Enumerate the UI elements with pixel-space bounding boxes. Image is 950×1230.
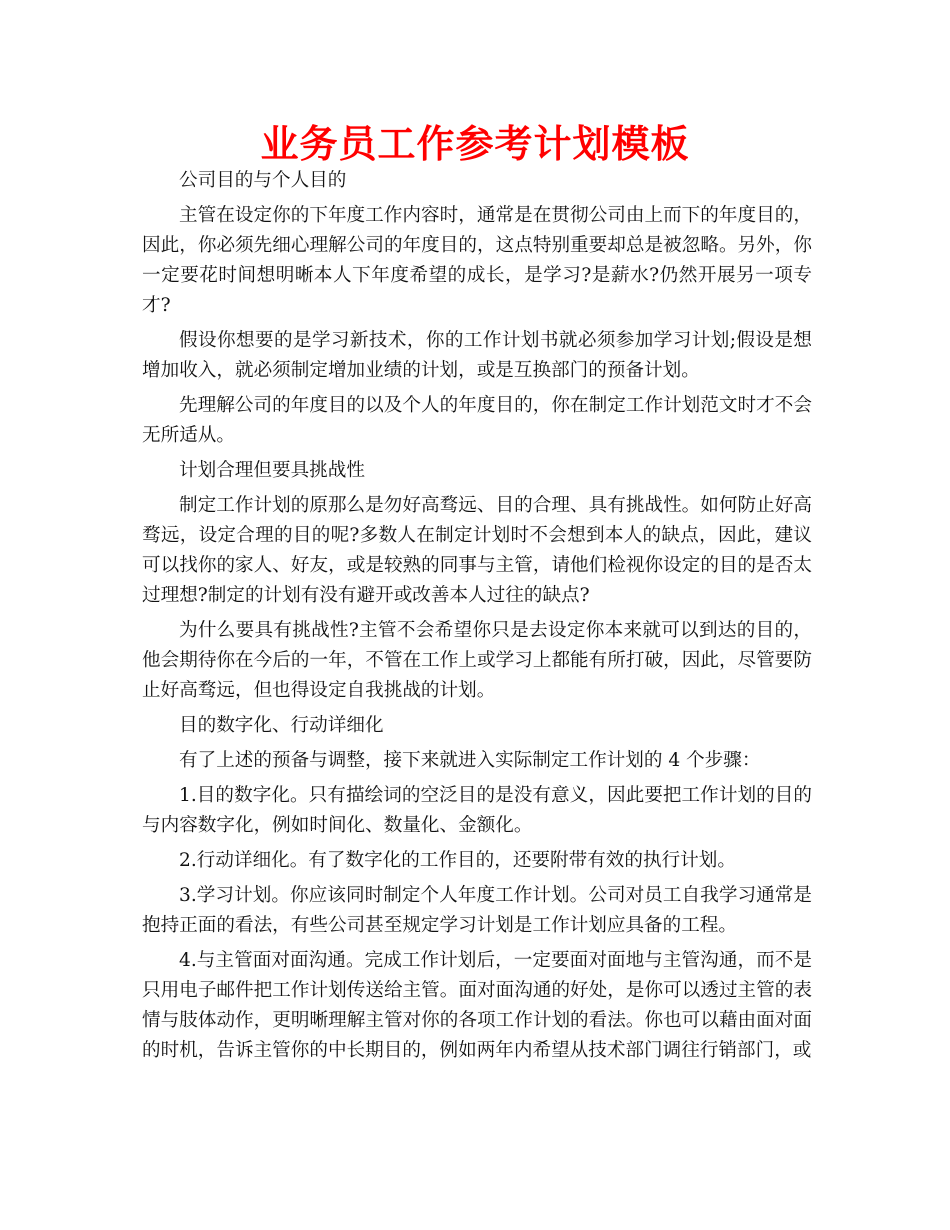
paragraph: 先理解公司的年度目的以及个人的年度目的，你在制定工作计划范文时才不会无所适从。 (142, 395, 812, 446)
document-body (142, 166, 812, 1071)
list-item: 4.与主管面对面沟通。完成工作计划后，一定要面对面地与主管沟通，而不是只用电子邮件把工作计划传送给主管。面对面沟通的好处，是你可以透过主管的表情与肢体动作，更明晰理解主管对你的各项工作计划的看法。你也可以藉由面对面的时机，告诉主管你的中长期目的，例如两年内希望从技术部门调往行销部门，或 (142, 950, 812, 1061)
list-item: 1.目的数字化。只有描绘词的空泛目的是没有意义，因此要把工作计划的目的与内容数字化，例如时间化、数量化、金额化。 (142, 785, 812, 836)
section-heading: 计划合理但要具挑战性 (179, 460, 365, 481)
list-item: 2.行动详细化。有了数字化的工作目的，还要附带有效的执行计划。 (179, 850, 736, 871)
section-heading: 目的数字化、行动详细化 (179, 715, 384, 736)
paragraph: 制定工作计划的原那么是勿好高骛远、目的合理、具有挑战性。如何防止好高骛远，设定合理的目的呢?多数人在制定计划时不会想到本人的缺点，因此，建议可以找你的家人、好友，或是较熟的同事与主管，请他们检视你设定的目的是否太过理想?制定的计划有没有避开或改善本人过往的缺点? (142, 495, 812, 606)
paragraph: 有了上述的预备与调整，接下来就进入实际制定工作计划的 4 个步骤： (179, 750, 761, 771)
paragraph: 主管在设定你的下年度工作内容时，通常是在贯彻公司由上而下的年度目的，因此，你必须先细心理解公司的年度目的，这点特别重要却总是被忽略。另外，你一定要花时间想明晰本人下年度希望的成长，是学习?是薪水?仍然开展另一项专才? (142, 205, 812, 316)
document-title: 业务员工作参考计划模板 (260, 122, 690, 166)
paragraph: 为什么要具有挑战性?主管不会希望你只是去设定你本来就可以到达的目的，他会期待你在今后的一年，不管在工作上或学习上都能有所打破，因此，尽管要防止好高骛远，但也得设定自我挑战的计划。 (142, 620, 812, 701)
section-heading: 公司目的与个人目的 (179, 170, 347, 191)
paragraph: 假设你想要的是学习新技术，你的工作计划书就必须参加学习计划;假设是想增加收入，就必须制定增加业绩的计划，或是互换部门的预备计划。 (142, 330, 812, 381)
list-item: 3.学习计划。你应该同时制定个人年度工作计划。公司对员工自我学习通常是抱持正面的看法，有些公司甚至规定学习计划是工作计划应具备的工程。 (142, 885, 812, 936)
